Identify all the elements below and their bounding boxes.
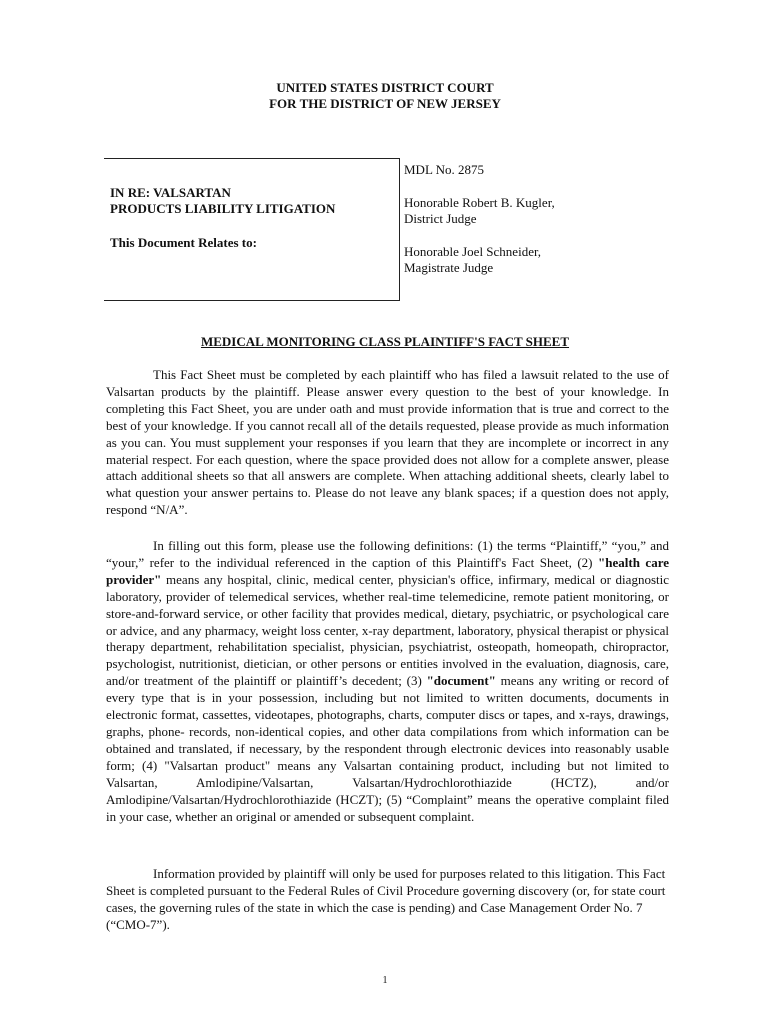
magistrate-judge-title: Magistrate Judge [404, 260, 494, 275]
fact-sheet-title: MEDICAL MONITORING CLASS PLAINTIFF'S FACT SHEET [200, 334, 570, 349]
district-judge-name: Honorable Robert B. Kugler, [404, 194, 555, 210]
definitions-part2: means any hospital, clinic, medical center, physician's office, infirmary, medical or diagnostic laboratory, provider of telemedical services, whether real-time telemedicine, remote patient monitoring, or store-and-forward service, or other facility that provides medical, dietary, psychiatric, or psychological care or advice, and any pharmacy, weight loss center, x-ray department, laboratory, physical therapist or physical therapy department, rehabilitation specialist, physician, psychiatrist, osteopath, homeopath, chiropractor, psychologist, nutritionist, dietician, or other persons or entities involved in the evaluation, diagnosis, care, and/or treatment of the plaintiff or plaintiff’s decedent; (3) [106, 571, 669, 689]
court-header [0, 80, 770, 112]
term-document: "document" [426, 673, 496, 689]
mdl-number: MDL No. 2875 [404, 162, 485, 177]
usage-text: Information provided by plaintiff will only be used for purposes related to this litigation. This Fact Sheet is completed pursuant to the Federal Rules of Civil Procedure governing discovery (or, for state court cases, the governing rules of the state in which the case is pending) and Case Management Order No. 7 (“CMO-7”). [106, 866, 666, 932]
page-number: 1 [382, 975, 388, 986]
case-name-line2: PRODUCTS LIABILITY LITIGATION [110, 201, 336, 216]
court-name: UNITED STATES DISTRICT COURT [276, 80, 494, 95]
district-judge-title: District Judge [404, 211, 477, 226]
instructions-paragraph [106, 367, 669, 519]
term-health-care-provider: "health care provider" [106, 554, 669, 587]
case-name-line1: IN RE: VALSARTAN [110, 185, 231, 200]
instructions-text: This Fact Sheet must be completed by each plaintiff who has filed a lawsuit related to the use of Valsartan products by the plaintiff. Please answer every question to the best of your knowledge. In completing this Fact Sheet, you are under oath and must provide information that is true and correct to the best of your knowledge. If you cannot recall all of the details requested, please provide as much information as you can. You must supplement your responses if you learn that they are incomplete or incorrect in any material respect. For each question, where the space provided does not allow for a complete answer, please attach additional sheets so that all answers are complete. When attaching additional sheets, clearly label to what question your answer pertains to. Please do not leave any blank spaces; if a question does not apply, respond “N/A”. [106, 367, 669, 518]
case-info [404, 162, 704, 277]
court-district: FOR THE DISTRICT OF NEW JERSEY [269, 96, 501, 111]
definitions-text [106, 538, 669, 825]
definitions-part3: means any writing or record of every type that is in your possession, including but not limited to written documents, documents in electronic format, cassettes, videotapes, photographs, charts, computer discs or tapes, and x-rays, drawings, graphs, phone- records, non-identical copies, and other data compilations from which information can be obtained and translated, if necessary, by the respondent through electronic devices into reasonably usable form; (4) "Valsartan product" means any Valsartan containing product, including but not limited to Valsartan, Amlodipine/Valsartan, Valsartan/Hydrochlorothiazide (HCTZ), and/or Amlodipine/Valsartan/Hydrochlorothiazide (HCZT); (5) “Complaint” means the operative complaint filed in your case, whether an original or amended or subsequent complaint. [106, 673, 670, 824]
usage-paragraph [106, 866, 669, 934]
magistrate-judge-name: Honorable Joel Schneider, [404, 243, 542, 259]
definitions-paragraph [106, 538, 669, 825]
document-relates-to: This Document Relates to: [110, 235, 257, 250]
case-caption [110, 185, 395, 251]
definitions-part1: In filling out this form, please use the following definitions: (1) the terms “Plaintiff,” “you,” and “your,” refer to the individual referenced in the caption of this Plaintiff's Fact Sheet, (2) [106, 538, 669, 570]
